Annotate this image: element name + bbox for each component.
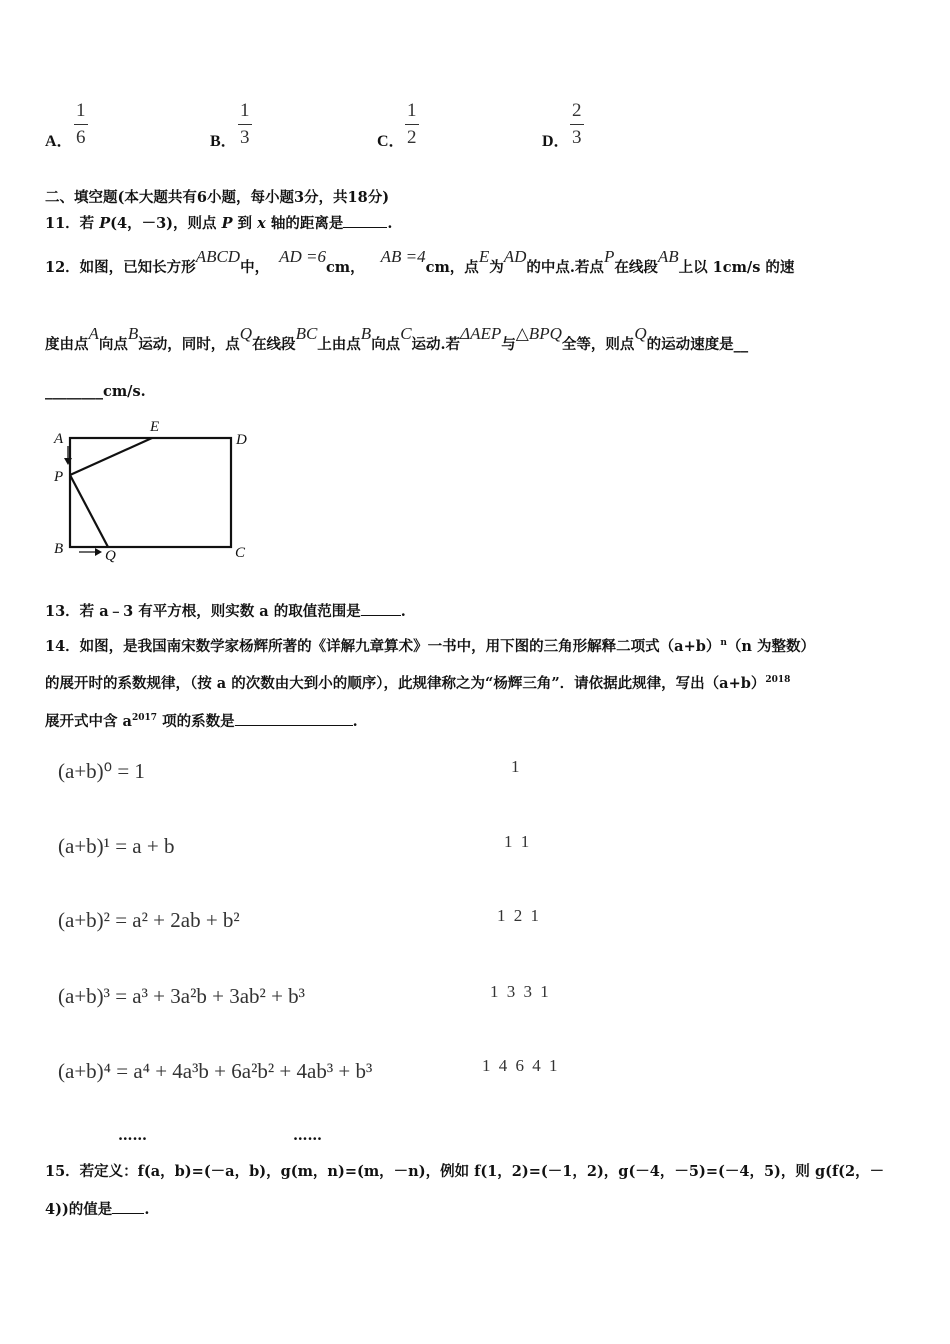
pascal-row: 1 2 1 xyxy=(497,906,541,925)
numerator: 1 xyxy=(240,100,250,121)
q11-axis: x xyxy=(257,215,266,232)
math-c: C xyxy=(400,324,412,343)
option-label: A． xyxy=(45,133,73,150)
math-ab: AB =4 xyxy=(380,247,426,266)
q14-text: （n 为整数） xyxy=(726,638,815,655)
question-15-line-1: 15．若定义：f(a，b)=(－a，b)，g(m，n)=(m，－n)，例如 f(1，2)=(－1，2)，g(－4，－5)=(－4，5)，则 g(f(2，－ xyxy=(45,1163,885,1180)
math-abcd: ABCD xyxy=(195,247,241,266)
math-ad: AD xyxy=(503,247,527,266)
arrow-right-icon xyxy=(95,548,102,556)
fraction xyxy=(570,100,584,149)
ellipsis: …… xyxy=(118,1127,147,1144)
fraction-bar xyxy=(405,124,419,125)
numerator: 2 xyxy=(572,100,582,121)
q12-text: 运动，同时，点 xyxy=(138,336,240,353)
q11-mid: 到 xyxy=(232,215,258,232)
section-header: 二、填空题(本大题共有6小题，每小题3分，共18分) xyxy=(45,189,390,206)
math-triangle-bpq: △BPQ xyxy=(515,324,562,343)
q14-text: 展开式中含 a xyxy=(45,713,132,730)
fraction xyxy=(405,100,419,149)
rectangle-abcd xyxy=(70,438,231,547)
label-q: Q xyxy=(105,548,116,564)
q13-end: . xyxy=(400,603,406,620)
option-label: B． xyxy=(210,133,237,150)
q12-text: cm，点 xyxy=(425,259,479,276)
pascal-row: 1 xyxy=(511,757,522,776)
denominator: 2 xyxy=(407,127,417,148)
question-13 xyxy=(45,600,406,621)
q12-text: 的运动速度是__ xyxy=(646,336,749,353)
q14-text: 14．如图，是我国南宋数学家杨辉所著的《详解九章算术》一书中，用下图的三角形解释二项式（a+b） xyxy=(45,638,721,655)
denominator: 6 xyxy=(76,127,86,148)
math-b: B xyxy=(360,324,372,343)
math-ad: AD =6 xyxy=(279,247,326,266)
math-q: Q xyxy=(634,324,647,343)
option-label: D． xyxy=(542,133,570,150)
answer-blank[interactable] xyxy=(343,213,387,228)
pascal-row: 1 4 6 4 1 xyxy=(482,1056,560,1075)
label-b: B xyxy=(54,541,64,557)
segment-pq xyxy=(70,475,108,547)
q12-text: 为 xyxy=(489,259,504,276)
question-12-line-2 xyxy=(45,324,749,354)
question-14-line-1 xyxy=(45,635,815,656)
q12-text: cm， xyxy=(325,259,365,276)
pascal-row: 1 3 3 1 xyxy=(490,982,551,1001)
fraction xyxy=(74,100,88,149)
q12-text: 上以 1cm/s 的速 xyxy=(678,259,795,276)
q12-text: 与 xyxy=(501,336,516,353)
math-triangle-aep: ΔAEP xyxy=(460,324,502,343)
question-14-line-2 xyxy=(45,672,790,693)
option-label: C． xyxy=(377,133,405,150)
q14-text: 项的系数是 xyxy=(157,713,235,730)
q11-point: P xyxy=(99,215,111,232)
q12-text: 在线段 xyxy=(252,336,296,353)
math-p: P xyxy=(603,247,615,266)
math-ab: AB xyxy=(657,247,679,266)
q12-text: 向点 xyxy=(98,336,128,353)
question-12-line-3: ________cm/s. xyxy=(45,383,146,400)
question-14-line-3 xyxy=(45,710,358,731)
math-q: Q xyxy=(239,324,253,343)
q15-end: . xyxy=(144,1201,150,1218)
math-bc: BC xyxy=(295,324,318,343)
fraction-bar xyxy=(74,124,88,125)
q13-text: 13．若 a﹣3 有平方根，则实数 a 的取值范围是 xyxy=(45,603,361,620)
answer-blank[interactable] xyxy=(112,1199,144,1214)
fraction-bar xyxy=(570,124,584,125)
q12-text: 的中点.若点 xyxy=(526,259,604,276)
fraction xyxy=(238,100,252,149)
label-e: E xyxy=(150,419,160,435)
answer-blank[interactable] xyxy=(235,711,353,726)
question-11 xyxy=(45,212,392,233)
q11-post: 轴的距离是 xyxy=(265,215,344,232)
fraction-bar xyxy=(238,124,252,125)
pascal-row: 1 1 xyxy=(504,832,532,851)
q14-exponent: 2017 xyxy=(131,713,158,724)
binomial-formula: (a+b)¹ = a + b xyxy=(58,834,175,858)
q12-text: 在线段 xyxy=(614,259,658,276)
denominator: 3 xyxy=(572,127,582,148)
math-b: B xyxy=(127,324,139,343)
q14-exponent: n xyxy=(720,638,727,649)
answer-blank[interactable] xyxy=(361,601,401,616)
numerator: 1 xyxy=(76,100,86,121)
label-d: D xyxy=(236,432,247,448)
q11-end: . xyxy=(387,215,393,232)
label-p: P xyxy=(54,469,64,485)
binomial-formula: (a+b)⁰ = 1 xyxy=(58,759,145,783)
label-c: C xyxy=(235,545,246,561)
ellipsis: …… xyxy=(293,1127,322,1144)
q12-text: 运动.若 xyxy=(411,336,461,353)
binomial-formula: (a+b)³ = a³ + 3a²b + 3ab² + b³ xyxy=(58,984,305,1008)
q14-end: . xyxy=(352,713,358,730)
binomial-formula: (a+b)⁴ = a⁴ + 4a³b + 6a²b² + 4ab³ + b³ xyxy=(58,1059,373,1083)
q12-text: 度由点 xyxy=(45,336,89,353)
q15-text: 4))的值是 xyxy=(45,1201,113,1218)
q14-exponent: 2018 xyxy=(765,675,791,686)
question-15-line-2 xyxy=(45,1198,149,1219)
q12-text: 12．如图，已知长方形 xyxy=(45,259,196,276)
numerator: 1 xyxy=(407,100,417,121)
segment-pe xyxy=(70,438,152,475)
math-e: E xyxy=(478,247,490,266)
q11-coords: (4，－3)，则点 xyxy=(110,215,222,232)
math-a: A xyxy=(88,324,99,343)
question-12-line-1 xyxy=(45,247,795,277)
q11-point2: P xyxy=(221,215,233,232)
q14-text: 的展开时的系数规律，（按 a 的次数由大到小的顺序），此规律称之为“杨辉三角”．请依据此规律，写出（a+b） xyxy=(45,675,766,692)
q12-text: 中， xyxy=(240,259,270,276)
rectangle-figure xyxy=(45,415,265,565)
q11-prefix: 11．若 xyxy=(45,215,100,232)
q12-text: 全等，则点 xyxy=(561,336,635,353)
label-a: A xyxy=(54,431,64,447)
denominator: 3 xyxy=(240,127,250,148)
binomial-formula: (a+b)² = a² + 2ab + b² xyxy=(58,908,240,932)
q12-text: 向点 xyxy=(371,336,401,353)
q12-text: 上由点 xyxy=(317,336,361,353)
